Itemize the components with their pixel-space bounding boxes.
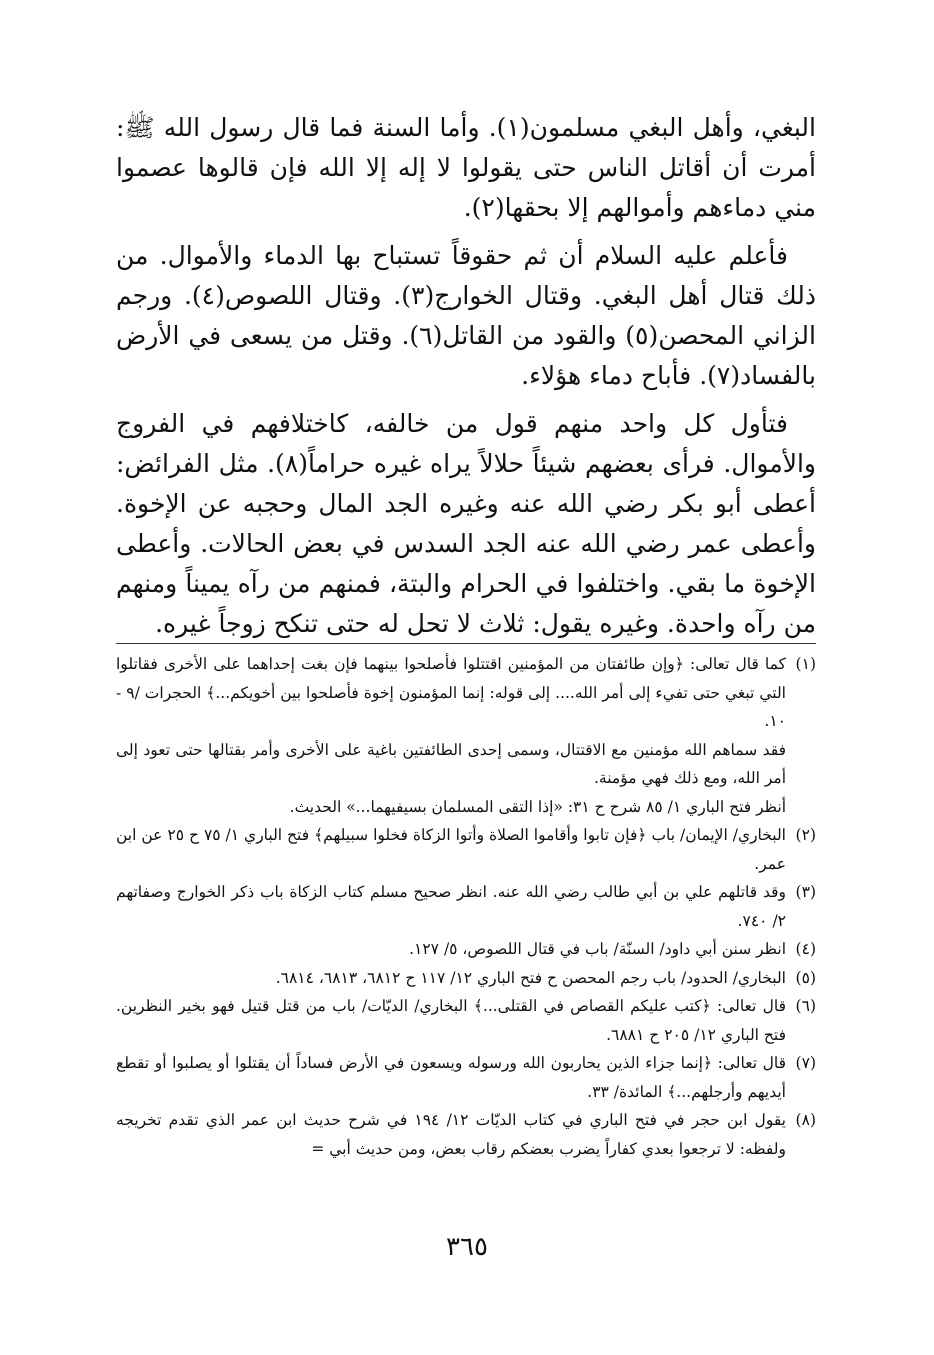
footnote-number: (٢): [795, 826, 816, 844]
footnote-text: فقد سماهم الله مؤمنين مع الاقتتال، وسمى إحدى الطائفتين باغية على الأخرى وأمر بقتالها حتى تعود إلى أمر الله، ومع ذلك فهي مؤمنة.: [116, 740, 786, 787]
footnote-7: [116, 1049, 816, 1106]
main-text: [116, 108, 816, 652]
footnote-number: (٣): [795, 883, 816, 901]
paragraph: فأعلم عليه السلام أن ثم حقوقاً تستباح بها الدماء والأموال. من ذلك قتال أهل البغي. وقتال الخوارج(٣). وقتال اللصوص(٤). ورجم الزاني المحصن(٥) والقود من القاتل(٦). وقتل من يسعى في الأرض بالفساد(٧). فأباح دماء هؤلاء.: [116, 241, 817, 390]
footnote-separator: [116, 643, 816, 644]
footnote-number: (٦): [795, 997, 816, 1015]
footnote-text: البخاري/ الحدود/ باب رجم المحصن ح فتح الباري ١٢/ ١١٧ ح ٦٨١٢، ٦٨١٣، ٦٨١٤.: [275, 968, 786, 987]
footnote-5: [116, 964, 816, 993]
footnote-text: أنظر فتح الباري ١/ ٨٥ شرح ح ٣١: «إذا التقى المسلمان بسيفيهما...» الحديث.: [289, 797, 786, 816]
footnote-text: قال تعالى: ﴿إنما جزاء الذين يحاربون الله ورسوله ويسعون في الأرض فساداً أن يقتلوا أو يصلبوا أو تقطع أيديهم وأرجلهم...﴾ المائدة/ ٣٣.: [116, 1054, 786, 1101]
footnote-text: يقول ابن حجر في فتح الباري في كتاب الديّات ١٢/ ١٩٤ في شرح حديث ابن عمر الذي تقدم تخريجه ولفظه: لا ترجعوا بعدي كفاراً يضرب بعضكم رقاب بعض، ومن حديث أبي =: [116, 1111, 786, 1158]
paragraph: فتأول كل واحد منهم قول من خالفه، كاختلافهم في الفروج والأموال. فرأى بعضهم شيئاً حلالاً يراه غيره حراماً(٨). مثل الفرائض: أعطى أبو بكر رضي الله عنه وغيره الجد المال وحجبه عن الإخوة. وأعطى عمر رضي الله عنه الجد السدس في بعض الحالات. وأعطى الإخوة ما بقي. واختلفوا في الحرام والبتة، فمنهم من رآه يميناً ومنهم من رآه واحدة. وغيره يقول: ثلاث لا تحل له حتى تنكح زوجاً غيره.: [116, 409, 817, 638]
footnote-1: [116, 650, 816, 821]
footnote-number: (٤): [795, 940, 816, 958]
footnote-text: قال تعالى: ﴿كتب عليكم القصاص في القتلى...﴾ البخاري/ الديّات/ باب من قتل قتيل فهو بخير النظرين. فتح الباري ١٢/ ٢٠٥ ح ٦٨٨١.: [116, 997, 786, 1044]
footnote-number: (٨): [795, 1111, 816, 1129]
footnote-text: البخاري/ الإيمان/ باب ﴿فإن تابوا وأقاموا الصلاة وأتوا الزكاة فخلوا سبيلهم﴾ فتح الباري ١/ ٧٥ ح ٢٥ عن ابن عمر.: [116, 826, 786, 873]
footnote-6: [116, 992, 816, 1049]
footnote-8: [116, 1106, 816, 1163]
footnotes: [116, 650, 816, 1163]
footnote-number: (٥): [795, 968, 816, 987]
footnote-number: (١): [795, 655, 816, 673]
footnote-text: وقد قاتلهم علي بن أبي طالب رضي الله عنه. انظر صحيح مسلم كتاب الزكاة باب ذكر الخوارج وصفاتهم ٢/ ٧٤٠.: [116, 883, 786, 930]
footnote-2: [116, 821, 816, 878]
footnote-3: [116, 878, 816, 935]
footnote-4: [116, 935, 816, 964]
footnote-text: انظر سنن أبي داود/ السنّة/ باب في قتال اللصوص، ٥/ ١٢٧.: [409, 940, 786, 958]
paragraph: البغي، وأهل البغي مسلمون(١). وأما السنة فما قال رسول الله ﷺ: أمرت أن أقاتل الناس حتى يقولوا لا إله إلا الله فإن قالوها عصموا مني دماءهم وأموالهم إلا بحقها(٢).: [116, 113, 816, 222]
page-number: ٣٦٥: [446, 1232, 488, 1262]
footnote-text: كما قال تعالى: ﴿وإن طائفتان من المؤمنين اقتتلوا فأصلحوا بينهما فإن بغت إحداهما على الأخرى فقاتلوا التي تبغي حتى تفيء إلى أمر الله.... إلى قوله: إنما المؤمنون إخوة فأصلحوا بين أخويكم...﴾ الحجرات /٩ - ١٠.: [116, 655, 786, 730]
footnote-number: (٧): [795, 1054, 816, 1072]
